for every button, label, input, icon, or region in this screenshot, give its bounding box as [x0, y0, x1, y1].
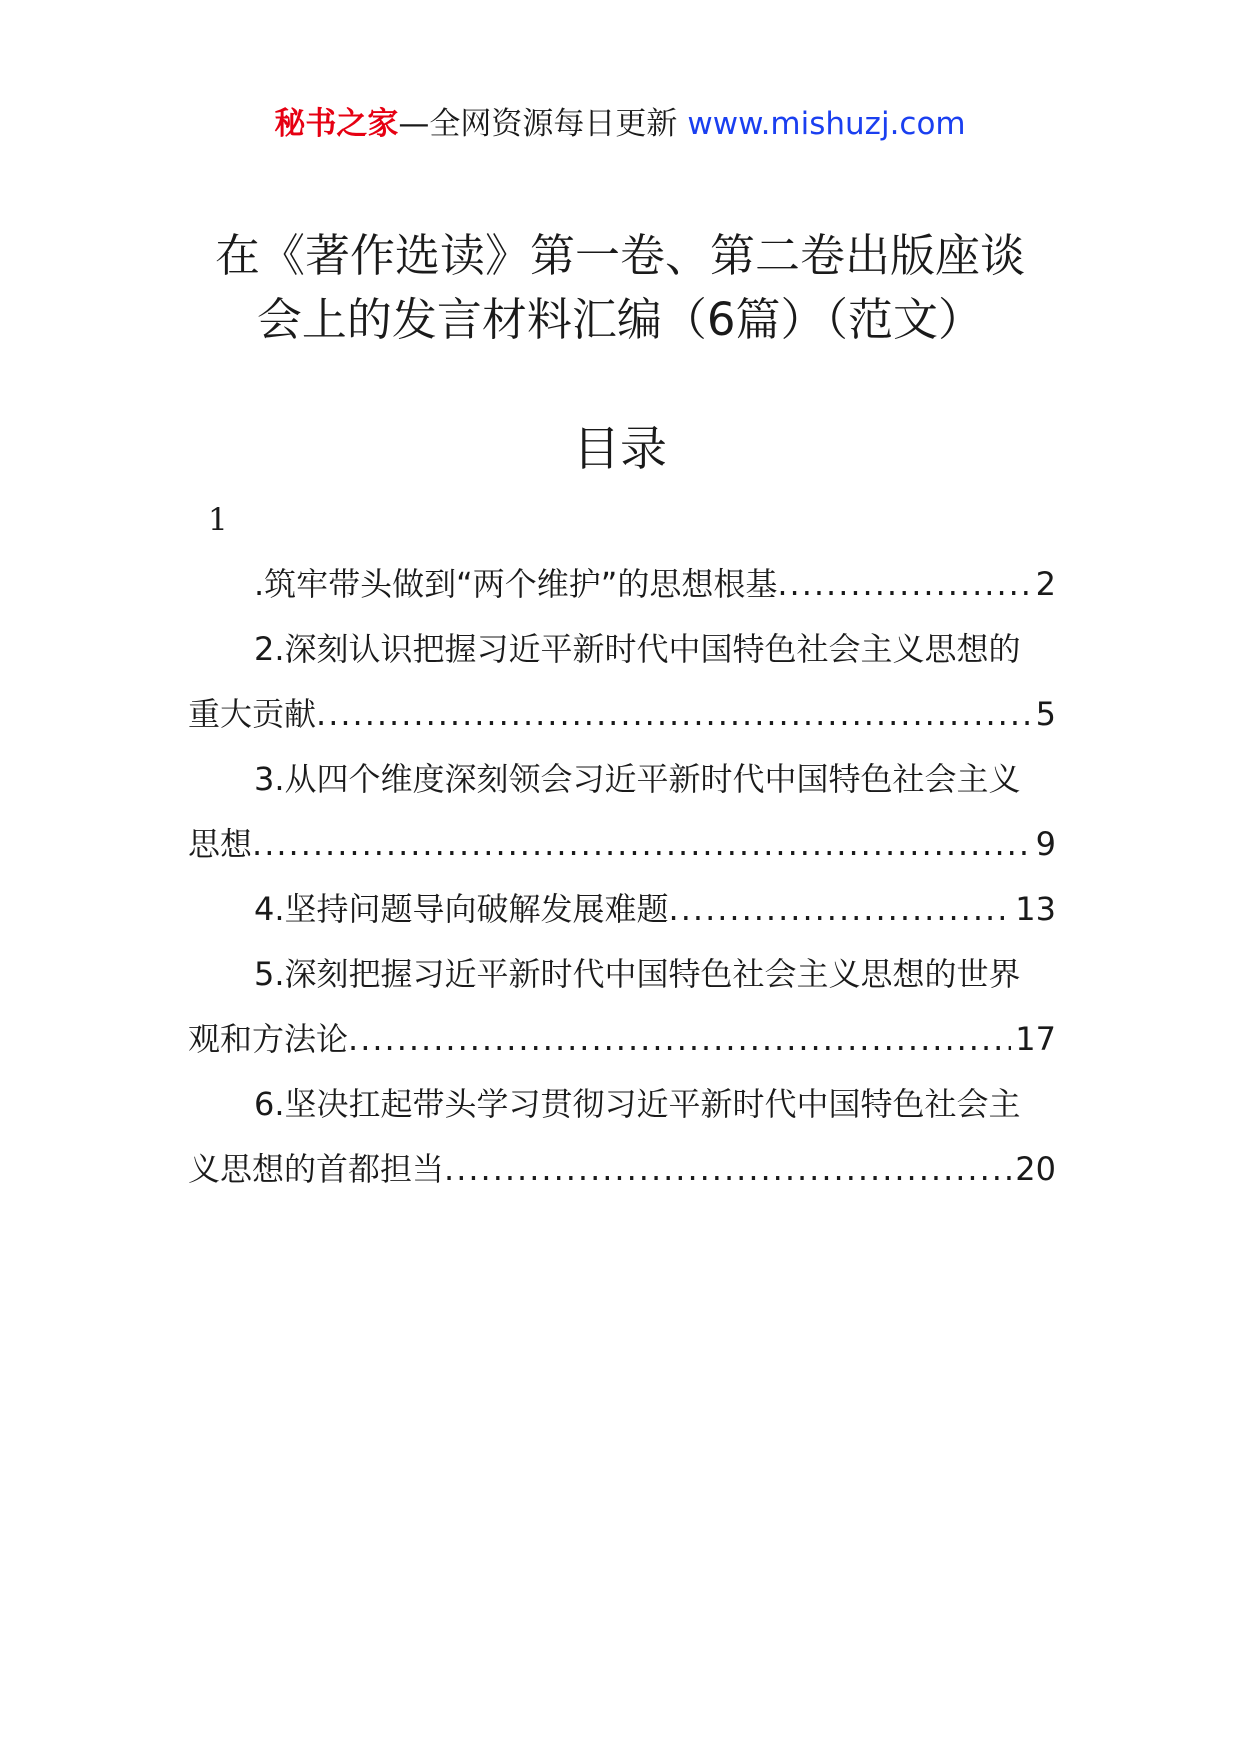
toc-page-number: 9	[1035, 825, 1056, 863]
toc-entry-title: 4.坚持问题导向破解发展难题	[254, 890, 669, 928]
toc-entry-title-continued: 义思想的首都担当	[188, 1150, 445, 1188]
toc-entry-title: 5.深刻把握习近平新时代中国特色社会主义思想的世界	[254, 955, 1021, 993]
toc-dot-leader	[252, 812, 1032, 877]
toc-entry-line	[188, 942, 1056, 1007]
toc-entry-6[interactable]	[188, 1072, 1056, 1202]
site-slogan: —全网资源每日更新	[398, 106, 678, 142]
toc-entry-line	[188, 747, 1056, 812]
toc-stray-number: 1	[208, 502, 228, 538]
toc-page-number: 5	[1035, 695, 1056, 733]
document-title	[160, 224, 1080, 352]
toc-dot-leader	[316, 682, 1032, 747]
toc-entry-3[interactable]	[188, 747, 1056, 877]
site-url-link[interactable]: www.mishuzj.com	[687, 106, 966, 142]
toc-entry-line	[188, 552, 1056, 617]
toc-entry-line	[188, 1007, 1056, 1072]
toc-entry-line	[188, 877, 1056, 942]
toc-entry-line	[188, 812, 1056, 877]
toc-entry-title-continued: 思想	[188, 825, 253, 863]
document-title-line-2: 会上的发言材料汇编（6篇）（范文）	[256, 293, 984, 346]
toc-entry-line	[188, 617, 1056, 682]
toc-dot-leader	[348, 1007, 1011, 1072]
table-of-contents	[188, 552, 1056, 1202]
toc-entry-line	[188, 682, 1056, 747]
toc-page-number: 17	[1015, 1020, 1056, 1058]
toc-entry-1[interactable]	[188, 552, 1056, 617]
toc-page-number: 20	[1015, 1150, 1056, 1188]
toc-entry-2[interactable]	[188, 617, 1056, 747]
toc-dot-leader	[669, 877, 1012, 942]
toc-entry-4[interactable]	[188, 877, 1056, 942]
toc-heading: 目录	[573, 422, 667, 477]
toc-entry-title: 6.坚决扛起带头学习贯彻习近平新时代中国特色社会主	[254, 1085, 1021, 1123]
toc-entry-title: 2.深刻认识把握习近平新时代中国特色社会主义思想的	[254, 630, 1021, 668]
toc-dot-leader	[777, 552, 1031, 617]
toc-entry-title: .筑牢带头做到“两个维护”的思想根基	[254, 565, 778, 603]
toc-page-number: 2	[1035, 565, 1056, 603]
toc-entry-5[interactable]	[188, 942, 1056, 1072]
toc-entry-line	[188, 1137, 1056, 1202]
site-brand: 秘书之家	[274, 106, 399, 142]
toc-dot-leader	[444, 1137, 1011, 1202]
toc-entry-line	[188, 1072, 1056, 1137]
toc-entry-title-continued: 重大贡献	[188, 695, 317, 733]
toc-page-number: 13	[1015, 890, 1056, 928]
document-title-line-1: 在《著作选读》第一卷、第二卷出版座谈	[214, 229, 1025, 282]
site-header	[0, 100, 1240, 148]
toc-entry-title: 3.从四个维度深刻领会习近平新时代中国特色社会主义	[254, 760, 1021, 798]
toc-entry-title-continued: 观和方法论	[188, 1020, 349, 1058]
